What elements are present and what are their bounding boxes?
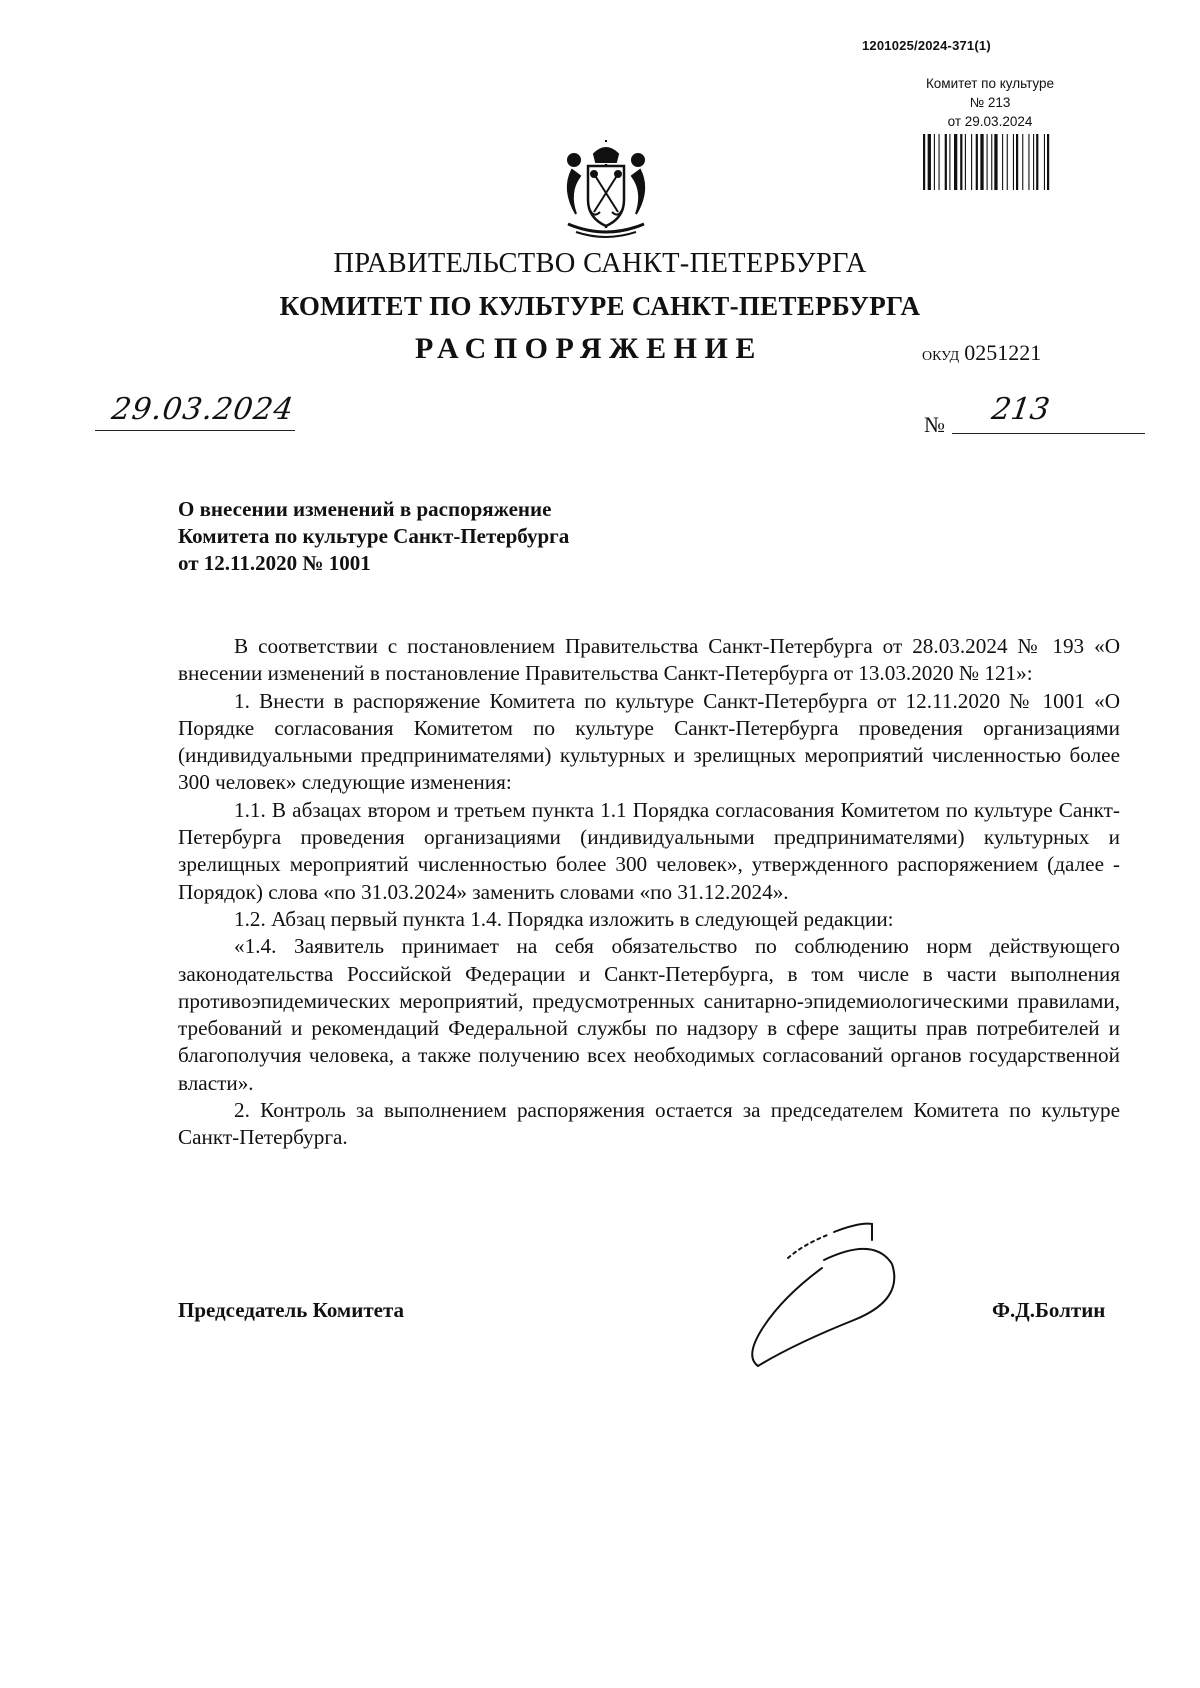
date-underline xyxy=(95,430,295,431)
barcode-bar xyxy=(987,134,988,190)
handwritten-date: 29.03.2024 xyxy=(109,392,297,427)
barcode-bar xyxy=(1002,134,1003,190)
barcode-bar xyxy=(928,134,931,190)
subject-line: Комитета по культуре Санкт-Петербурга xyxy=(178,524,570,548)
barcode-bar xyxy=(1022,134,1023,190)
barcode-bar xyxy=(960,134,962,190)
barcode-bar xyxy=(994,134,997,190)
barcode-bar xyxy=(1047,134,1049,190)
okud-code-block xyxy=(922,340,1041,366)
registration-stamp-org: Комитет по культуре xyxy=(925,76,1055,91)
saint-petersburg-coat-of-arms-icon xyxy=(558,140,654,240)
barcode-bar xyxy=(971,134,972,190)
handwritten-signature xyxy=(734,1216,954,1376)
barcode-icon xyxy=(923,134,1081,190)
barcode-bar xyxy=(1007,134,1008,190)
barcode-bar xyxy=(923,134,925,190)
okud-code: 0251221 xyxy=(964,340,1042,365)
registration-stamp-date: от 29.03.2024 xyxy=(947,114,1033,129)
body-paragraph: 1.2. Абзац первый пункта 1.4. Порядка изложить в следующей редакции: xyxy=(234,906,894,931)
body-paragraph: 1.1. В абзацах втором и третьем пункта 1.1 Порядка согласования Комитетом по культуре Санкт-Петербурга проведения организациями (индивидуальными предпринимателями) культурных и зрелищных мероприятий численностью более 300 человек», утвержденного распоряжением (далее - Порядок) слова «по 31.03.2024» заменить словами «по 31.12.2024». xyxy=(178,797,1120,904)
government-title: ПРАВИТЕЛЬСТВО САНКТ-ПЕТЕРБУРГА xyxy=(333,248,867,279)
document-body xyxy=(178,633,1120,1152)
subject-line: О внесении изменений в распоряжение xyxy=(178,497,552,521)
barcode-bar xyxy=(976,134,978,190)
barcode-bar xyxy=(1036,134,1038,190)
okud-label: ОКУД xyxy=(922,349,960,364)
registration-stamp xyxy=(890,74,1090,131)
committee-title: КОМИТЕТ ПО КУЛЬТУРЕ САНКТ-ПЕТЕРБУРГА xyxy=(279,291,921,321)
body-paragraph: В соответствии с постановлением Правительства Санкт-Петербурга от 28.03.2024 № 193 «О внесении изменений в постановление Правительства Санкт-Петербурга от 13.03.2020 № 121»: xyxy=(178,634,1120,686)
handwritten-number: 213 xyxy=(989,392,1052,427)
barcode-bar xyxy=(1028,134,1029,190)
body-paragraph: «1.4. Заявитель принимает на себя обязательство по соблюдению норм действующего законодательства Российской Федерации и Санкт-Петербурга, в том числе в части выполнения противоэпидемических мероприятий, предусмотренных санитарно-эпидемиологическими правилами, требований и рекомендаций Федеральной службы по надзору в сфере защиты прав потребителей и благополучия человека, а также получению всех необходимых согласований органов государственной власти». xyxy=(178,934,1120,1095)
signer-title: Председатель Комитета xyxy=(178,1298,405,1322)
body-paragraph: 1. Внести в распоряжение Комитета по культуре Санкт-Петербурга от 12.11.2020 № 1001 «О Порядке согласования Комитетом по культуре Санкт-Петербурга проведения организациями (индивидуальными предпринимателями) культурных и зрелищных мероприятий численностью более 300 человек» следующие изменения: xyxy=(178,688,1120,795)
barcode-bar xyxy=(954,134,957,190)
barcode-bar xyxy=(949,134,950,190)
barcode-bar xyxy=(1033,134,1034,190)
barcode-bar xyxy=(1016,134,1018,190)
number-underline xyxy=(952,433,1145,434)
barcode-bar xyxy=(1044,134,1045,190)
body-paragraph: 2. Контроль за выполнением распоряжения остается за председателем Комитета по культуре Санкт-Петербурга. xyxy=(178,1098,1120,1150)
barcode-bar xyxy=(1013,134,1014,190)
registration-stamp-number: № 213 xyxy=(969,95,1011,110)
registration-number: 1201025/2024-371(1) xyxy=(862,38,991,53)
subject-line: от 12.11.2020 № 1001 xyxy=(178,551,371,575)
barcode-bar xyxy=(945,134,947,190)
barcode-bar xyxy=(991,134,992,190)
signer-name: Ф.Д.Болтин xyxy=(992,1298,1106,1322)
number-label: № xyxy=(924,412,945,437)
barcode-bar xyxy=(980,134,983,190)
barcode-bar xyxy=(939,134,940,190)
document-type: РАСПОРЯЖЕНИЕ xyxy=(415,332,763,365)
barcode-bar xyxy=(965,134,966,190)
document-subject xyxy=(178,496,569,577)
barcode-bar xyxy=(934,134,935,190)
